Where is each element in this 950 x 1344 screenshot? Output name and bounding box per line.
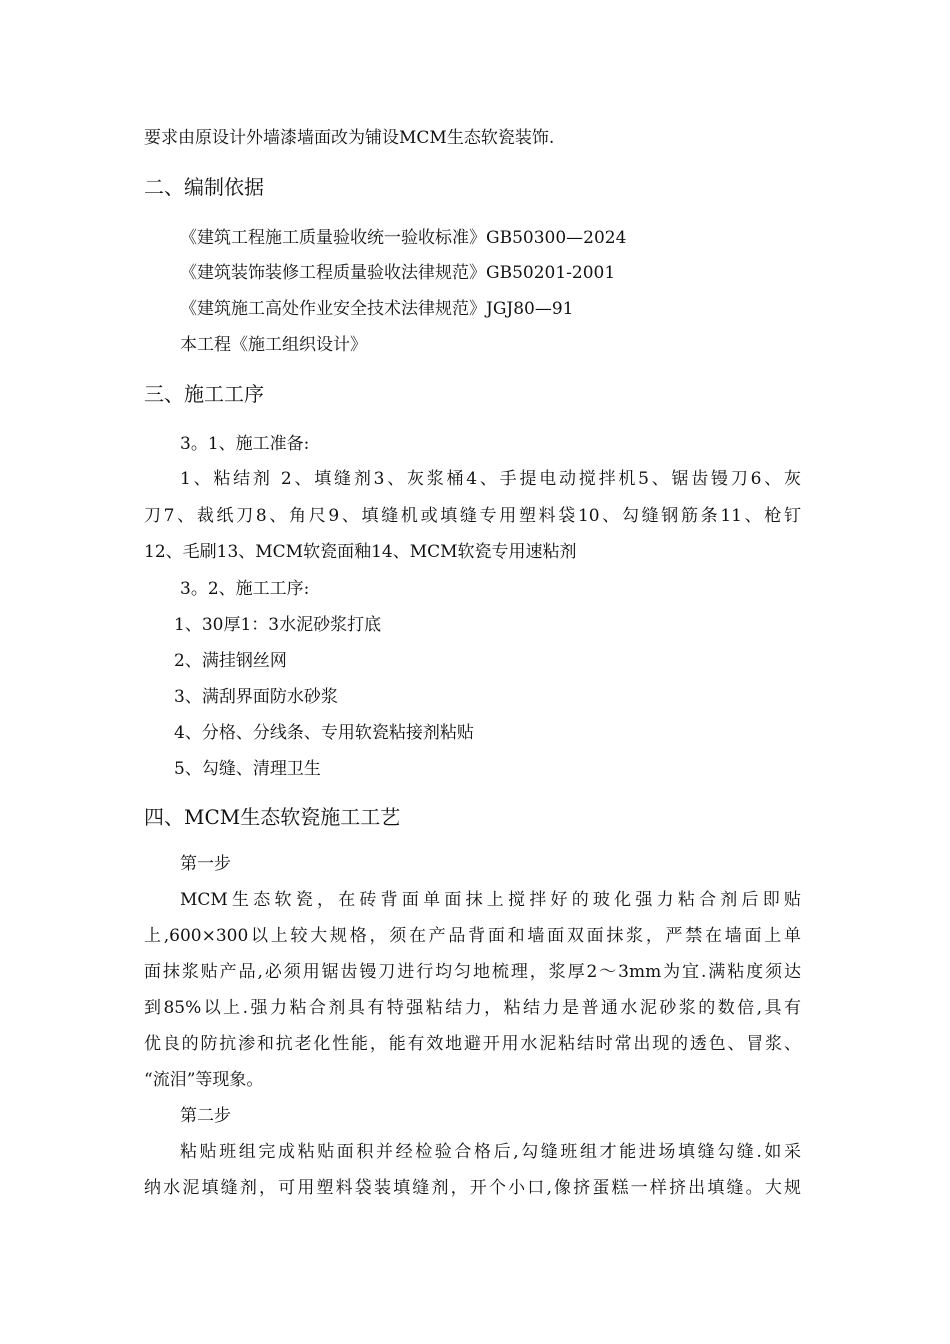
- step-1-title: 第一步: [180, 854, 231, 874]
- step-2-title: 第二步: [180, 1106, 231, 1126]
- reference-item: 《建筑施工高处作业安全技术法律规范》JGJ80—91: [180, 299, 574, 319]
- reference-item: 《建筑工程施工质量验收统一验收标准》GB50300—2024: [180, 228, 627, 248]
- materials-line: 12、毛刷13、MCM软瓷面釉14、MCM软瓷专用速粘剂: [144, 542, 577, 562]
- process-item: 4、分格、分线条、专用软瓷粘接剂粘贴: [174, 723, 474, 743]
- intro-line: 要求由原设计外墙漆墙面改为铺设MCM生态软瓷装饰.: [144, 128, 555, 148]
- step-2-paragraph-line: 纳水泥填缝剂，可用塑料袋装填缝剂，开个小口,像挤蛋糕一样挤出填缝。大规: [144, 1178, 801, 1198]
- step-1-paragraph-line: MCM生态软瓷，在砖背面单面抹上搅拌好的玻化强力粘合剂后即贴: [180, 890, 801, 910]
- step-1-paragraph-line: 优良的防抗渗和抗老化性能，能有效地避开用水泥粘结时常出现的透色、冒浆、: [144, 1034, 801, 1054]
- section-3-title: 三、施工工序: [144, 382, 264, 406]
- step-1-paragraph-line: 到85%以上.强力粘合剂具有特强粘结力，粘结力是普通水泥砂浆的数倍,具有: [144, 998, 801, 1018]
- process-item: 5、勾缝、清理卫生: [174, 759, 321, 779]
- section-2-title: 二、编制依据: [144, 175, 264, 199]
- process-item: 1、30厚1：3水泥砂浆打底: [174, 615, 382, 635]
- process-item: 3、满刮界面防水砂浆: [174, 687, 338, 707]
- step-1-paragraph-line: 上,600×300以上较大规格，须在产品背面和墙面双面抹浆，严禁在墙面上单: [144, 926, 801, 946]
- step-2-paragraph-line: 粘贴班组完成粘贴面积并经检验合格后,勾缝班组才能进场填缝勾缝.如采: [180, 1142, 801, 1162]
- reference-item: 《建筑装饰装修工程质量验收法律规范》GB50201-2001: [180, 263, 616, 283]
- process-item: 2、满挂钢丝网: [174, 651, 287, 671]
- materials-line: 1、粘结剂 2、填缝剂3、灰浆桶4、手提电动搅拌机5、锯齿镘刀6、灰: [180, 469, 801, 489]
- subsection-3-1-title: 3。1、施工准备:: [180, 434, 310, 454]
- reference-item: 本工程《施工组织设计》: [180, 335, 367, 355]
- step-1-paragraph-line: “流泪”等现象。: [144, 1070, 264, 1090]
- subsection-3-2-title: 3。2、施工工序:: [180, 579, 310, 599]
- section-4-title: 四、MCM生态软瓷施工工艺: [144, 805, 401, 829]
- materials-line: 刀7、裁纸刀8、角尺9、填缝机或填缝专用塑料袋10、勾缝钢筋条11、枪钉: [144, 506, 801, 526]
- step-1-paragraph-line: 面抹浆贴产品,必须用锯齿镘刀进行均匀地梳理，浆厚2～3mm为宜.满粘度须达: [144, 962, 801, 982]
